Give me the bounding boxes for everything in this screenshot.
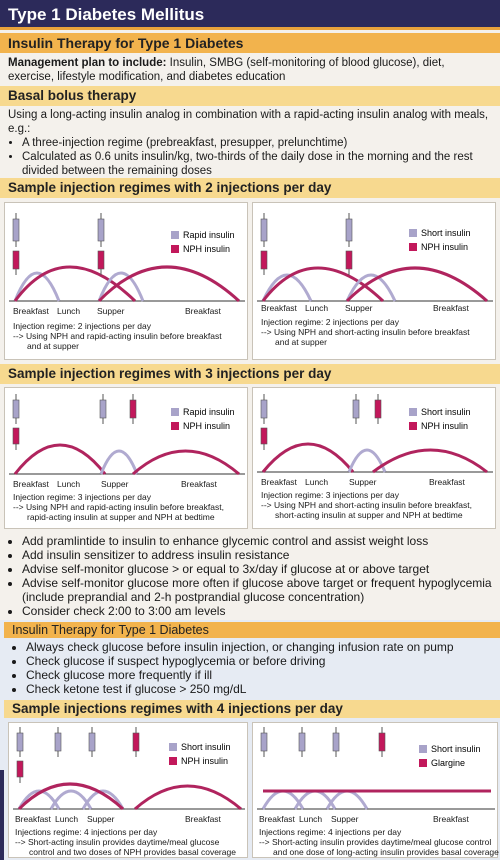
chart-panel-3-left <box>4 387 248 529</box>
section-title-regime-2: Sample injection regimes with 2 injections per day <box>0 178 500 198</box>
section2-bullet-list <box>12 640 492 696</box>
chart-caption: and at supper <box>27 341 79 351</box>
legend-swatch-short <box>409 408 417 416</box>
legend-label: NPH insulin <box>183 244 231 254</box>
list-item: • Calculated as 0.6 units insulin/kg, two-thirds of the daily dose in the morning and the rest divided between the remaining doses <box>22 150 492 178</box>
chart-caption: --> Using NPH and rapid-acting insulin before breakfast, <box>13 502 224 512</box>
chart-caption: Injection regime: 2 injections per day <box>261 317 399 327</box>
axis-label-supper: Supper <box>345 303 373 313</box>
axis-label-supper: Supper <box>101 479 129 489</box>
chart-panel-4-left <box>8 722 248 858</box>
axis-label-breakfast: Breakfast <box>185 306 221 316</box>
legend-swatch-short <box>169 743 177 751</box>
legend-label: NPH insulin <box>421 421 469 431</box>
syringe-icon <box>379 727 385 757</box>
basal-bullet-list <box>8 136 492 178</box>
axis-label-lunch: Lunch <box>57 306 81 316</box>
list-item: • Check ketone test if glucose > 250 mg/dL <box>26 682 492 696</box>
legend-label: NPH insulin <box>181 756 229 766</box>
insulin-curve-diagram <box>5 388 249 480</box>
basal-bolus-text <box>8 108 492 178</box>
chart-panel-4-right <box>252 722 498 858</box>
list-item: • Advise self-monitor glucose > or equal to 3x/day if glucose at or above target <box>22 562 492 576</box>
syringe-icon <box>130 394 136 424</box>
chart-caption: --> Short-acting insulin provides daytime/meal glucose <box>15 837 220 847</box>
axis-label-lunch: Lunch <box>55 814 79 824</box>
list-item: • Check glucose more frequently if ill <box>26 668 492 682</box>
syringe-icon <box>55 727 61 757</box>
chart-caption: Injection regime: 3 injections per day <box>261 490 399 500</box>
syringe-icon <box>261 251 267 275</box>
section-title-basal-bolus: Basal bolus therapy <box>0 86 500 106</box>
syringe-icon <box>261 394 267 424</box>
list-item: • Check glucose if suspect hypoglycemia or before driving <box>26 654 492 668</box>
list-item: • Add insulin sensitizer to address insulin resistance <box>22 548 492 562</box>
legend-swatch-short <box>419 745 427 753</box>
legend-label: Rapid insulin <box>183 407 235 417</box>
syringe-icon <box>353 394 359 424</box>
chart-caption: --> Using NPH and short-acting insulin before breakfast <box>261 327 470 337</box>
legend-swatch-rapid <box>171 231 179 239</box>
chart-caption: Injection regime: 3 injections per day <box>13 492 151 502</box>
axis-label-supper: Supper <box>349 477 377 487</box>
legend-swatch-short <box>409 229 417 237</box>
management-plan <box>8 56 492 84</box>
chart-caption: short-acting insulin at supper and NPH at bedtime <box>275 510 463 520</box>
section2-list-container <box>12 640 492 696</box>
legend-label: Short insulin <box>181 742 231 752</box>
axis-label-breakfast: Breakfast <box>429 477 465 487</box>
axis-label-breakfast: Breakfast <box>181 479 217 489</box>
syringe-icon <box>17 727 23 757</box>
plan-text: Insulin, SMBG (self-monitoring of blood glucose), diet, exercise, lifestyle modification, and diabetes education <box>8 57 445 83</box>
chart-panel-2-right <box>252 202 496 360</box>
list-item: • Advise self-monitor glucose more often if glucose above target or frequent hypoglycemia (include preprandial and 2-h postprandial glucose concentration) <box>22 576 492 604</box>
section-title-insulin-therapy-2: Insulin Therapy for Type 1 Diabetes <box>4 622 500 638</box>
axis-label-breakfast: Breakfast <box>433 814 469 824</box>
legend-label: NPH insulin <box>183 421 231 431</box>
axis-label-lunch: Lunch <box>305 477 329 487</box>
syringe-icon <box>98 213 104 247</box>
axis-label-breakfast: Breakfast <box>261 477 297 487</box>
insulin-curve-diagram <box>253 388 497 480</box>
chart-caption: control and two doses of NPH provides basal coverage <box>29 847 236 857</box>
legend-label: Short insulin <box>431 744 481 754</box>
chart-caption: and one dose of long-acting insulin provides basal coverage <box>273 847 499 857</box>
axis-label-breakfast: Breakfast <box>261 303 297 313</box>
syringe-icon <box>346 251 352 275</box>
syringe-icon <box>133 727 139 757</box>
chart-panel-3-right <box>252 387 496 529</box>
syringe-icon <box>13 213 19 247</box>
tips-bullet-list <box>8 534 492 618</box>
decorative-stripe <box>0 770 4 860</box>
axis-label-supper: Supper <box>331 814 359 824</box>
page-title: Type 1 Diabetes Mellitus <box>0 0 500 30</box>
syringe-icon <box>261 727 267 757</box>
legend-swatch-nph <box>171 245 179 253</box>
syringe-icon <box>261 428 267 450</box>
basal-intro: Using a long-acting insulin analog in combination with a rapid-acting insulin analog with meals, e.g.: <box>8 109 489 135</box>
list-item: • Add pramlintide to insulin to enhance glycemic control and assist weight loss <box>22 534 492 548</box>
axis-label-breakfast: Breakfast <box>13 306 49 316</box>
chart-caption: Injection regime: 2 injections per day <box>13 321 151 331</box>
axis-label-breakfast: Breakfast <box>259 814 295 824</box>
legend-swatch-nph <box>409 243 417 251</box>
axis-label-breakfast: Breakfast <box>13 479 49 489</box>
list-item: • Always check glucose before insulin injection, or changing infusion rate on pump <box>26 640 492 654</box>
legend-label: Short insulin <box>421 407 471 417</box>
chart-caption: rapid-acting insulin at supper and NPH at bedtime <box>27 512 215 522</box>
axis-label-breakfast: Breakfast <box>15 814 51 824</box>
syringe-icon <box>299 727 305 757</box>
chart-caption: Injections regime: 4 injections per day <box>259 827 402 837</box>
section-title-regime-3: Sample injection regimes with 3 injections per day <box>0 364 500 384</box>
chart-caption: --> Short-acting insulin provides daytime/meal glucose control <box>259 837 492 847</box>
tips-list-container <box>8 534 492 618</box>
legend-swatch-glargine <box>419 759 427 767</box>
chart-caption: --> Using NPH and rapid-acting insulin before breakfast <box>13 331 222 341</box>
axis-label-lunch: Lunch <box>299 814 323 824</box>
insulin-curve-diagram <box>253 203 497 311</box>
chart-caption: and at supper <box>275 337 327 347</box>
chart-caption: --> Using NPH and short-acting insulin before breakfast, <box>261 500 472 510</box>
legend-swatch-nph <box>171 422 179 430</box>
syringe-icon <box>89 727 95 757</box>
insulin-curve-diagram <box>253 723 499 815</box>
syringe-icon <box>13 251 19 275</box>
syringe-icon <box>17 761 23 783</box>
axis-label-lunch: Lunch <box>305 303 329 313</box>
list-item: • Consider check 2:00 to 3:00 am levels <box>22 604 492 618</box>
syringe-icon <box>375 394 381 424</box>
syringe-icon <box>333 727 339 757</box>
insulin-curve-diagram <box>9 723 249 815</box>
axis-label-supper: Supper <box>97 306 125 316</box>
legend-swatch-nph <box>169 757 177 765</box>
legend-label: Short insulin <box>421 228 471 238</box>
syringe-icon <box>13 394 19 424</box>
syringe-icon <box>261 213 267 247</box>
syringe-icon <box>98 251 104 275</box>
legend-label: Rapid insulin <box>183 230 235 240</box>
insulin-curve-diagram <box>5 203 249 311</box>
section-title-insulin-therapy: Insulin Therapy for Type 1 Diabetes <box>0 33 500 53</box>
syringe-icon <box>13 428 19 450</box>
legend-label: NPH insulin <box>421 242 469 252</box>
syringe-icon <box>346 213 352 247</box>
axis-label-supper: Supper <box>87 814 115 824</box>
axis-label-breakfast: Breakfast <box>433 303 469 313</box>
legend-label: Glargine <box>431 758 466 768</box>
legend-swatch-rapid <box>171 408 179 416</box>
syringe-icon <box>100 394 106 424</box>
chart-panel-2-left <box>4 202 248 360</box>
axis-label-breakfast: Breakfast <box>185 814 221 824</box>
list-item: • A three-injection regime (prebreakfast, presupper, prelunchtime) <box>22 136 492 150</box>
section-title-regime-4: Sample injections regimes with 4 injections per day <box>4 700 500 718</box>
legend-swatch-nph <box>409 422 417 430</box>
plan-label: Management plan to include: <box>8 57 167 69</box>
axis-label-lunch: Lunch <box>57 479 81 489</box>
chart-caption: Injections regime: 4 injections per day <box>15 827 158 837</box>
